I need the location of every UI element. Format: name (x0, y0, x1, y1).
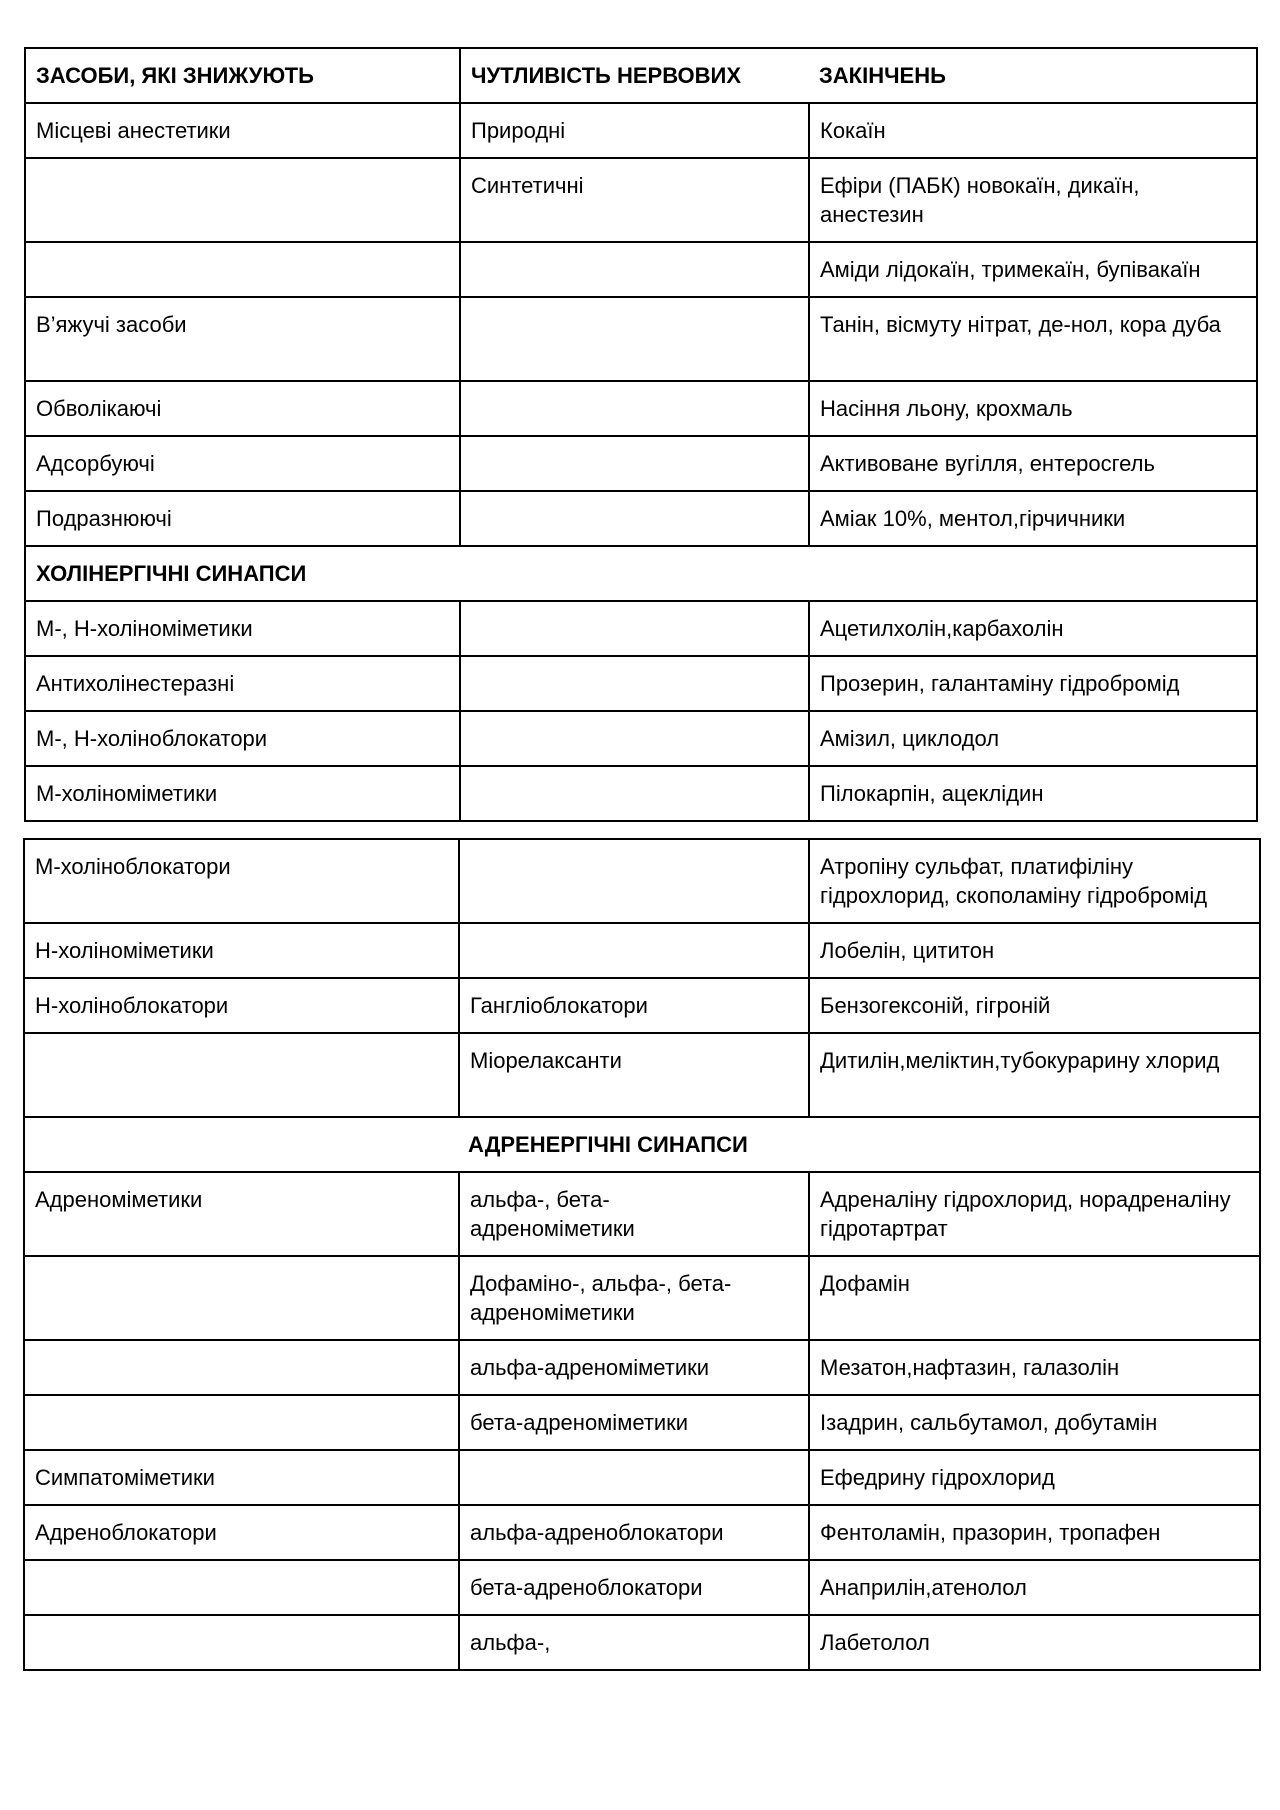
table-row (25, 297, 1257, 381)
drug-examples-cell: Мезатон,нафтазин, галазолін (809, 1340, 1260, 1395)
drug-group-cell: Симпатоміметики (24, 1450, 459, 1505)
drug-subgroup-cell (459, 1450, 809, 1505)
drug-group-cell (25, 158, 460, 242)
drug-examples-cell: Анаприлін,атенолол (809, 1560, 1260, 1615)
drug-group-cell: Антихолінестеразні (25, 656, 460, 711)
section-row (24, 1117, 1260, 1172)
drug-subgroup-cell: бета-адреноміметики (459, 1395, 809, 1450)
drug-group-cell: В’яжучі засоби (25, 297, 460, 381)
drug-group-cell (24, 1033, 459, 1117)
table-row (25, 491, 1257, 546)
section-row (25, 546, 1257, 601)
drug-examples-cell: Ефіри (ПАБК) новокаїн, дикаїн, анестезин (809, 158, 1257, 242)
drug-subgroup-cell (460, 381, 809, 436)
drug-group-cell (24, 1340, 459, 1395)
drug-subgroup-cell: альфа-, (459, 1615, 809, 1670)
drug-examples-cell: Насіння льону, крохмаль (809, 381, 1257, 436)
section-heading-adrenergic: АДРЕНЕРГІЧНІ СИНАПСИ (24, 1117, 1260, 1172)
drug-examples-cell: Атропіну сульфат, платифіліну гідрохлорид, скополаміну гідробромід (809, 839, 1260, 923)
drug-group-cell: Адреноміметики (24, 1172, 459, 1256)
drug-group-cell (24, 1560, 459, 1615)
drug-subgroup-cell: Гангліоблокатори (459, 978, 809, 1033)
drug-subgroup-cell (460, 601, 809, 656)
drug-group-cell: Адсорбуючі (25, 436, 460, 491)
drug-subgroup-cell (460, 242, 809, 297)
drug-group-cell: Подразнюючі (25, 491, 460, 546)
table-row (24, 1505, 1260, 1560)
table-row (25, 158, 1257, 242)
drug-subgroup-cell: Міорелаксанти (459, 1033, 809, 1117)
drug-table-1 (24, 47, 1258, 822)
table-row (25, 711, 1257, 766)
table-row (25, 601, 1257, 656)
drug-examples-cell: Пілокарпін, ацеклідин (809, 766, 1257, 821)
table-header-row (25, 48, 1257, 103)
drug-group-cell: Адреноблокатори (24, 1505, 459, 1560)
table-row (24, 1395, 1260, 1450)
header-col2: ЧУТЛИВІСТЬ НЕРВОВИХ (460, 48, 809, 103)
drug-group-cell: Обволікаючі (25, 381, 460, 436)
table-row (24, 839, 1260, 923)
table-row (25, 381, 1257, 436)
drug-examples-cell: Прозерин, галантаміну гідробромід (809, 656, 1257, 711)
drug-subgroup-cell (460, 491, 809, 546)
drug-subgroup-cell (460, 711, 809, 766)
drug-group-cell: М-холіноблокатори (24, 839, 459, 923)
drug-group-cell (24, 1256, 459, 1340)
drug-subgroup-cell (460, 656, 809, 711)
drug-examples-cell: Аміак 10%, ментол,гірчичники (809, 491, 1257, 546)
drug-examples-cell: Танін, вісмуту нітрат, де-нол, кора дуба (809, 297, 1257, 381)
drug-subgroup-cell: альфа-адреноблокатори (459, 1505, 809, 1560)
table-row (24, 978, 1260, 1033)
table-row (24, 1340, 1260, 1395)
table-row (24, 1033, 1260, 1117)
drug-examples-cell: Бензогексоній, гігроній (809, 978, 1260, 1033)
drug-examples-cell: Фентоламін, празорин, тропафен (809, 1505, 1260, 1560)
drug-group-cell (24, 1615, 459, 1670)
drug-examples-cell: Ізадрин, сальбутамол, добутамін (809, 1395, 1260, 1450)
drug-subgroup-cell (459, 839, 809, 923)
table-row (24, 1615, 1260, 1670)
drug-group-cell: М-, Н-холіноблокатори (25, 711, 460, 766)
drug-examples-cell: Дофамін (809, 1256, 1260, 1340)
drug-subgroup-cell: бета-адреноблокатори (459, 1560, 809, 1615)
drug-subgroup-cell: Синтетичні (460, 158, 809, 242)
table-row (25, 242, 1257, 297)
drug-examples-cell: Кокаїн (809, 103, 1257, 158)
drug-examples-cell: Ацетилхолін,карбахолін (809, 601, 1257, 656)
drug-subgroup-cell: Природні (460, 103, 809, 158)
drug-subgroup-cell (460, 436, 809, 491)
drug-examples-cell: Лобелін, цититон (809, 923, 1260, 978)
table-row (24, 1256, 1260, 1340)
table-row (24, 1450, 1260, 1505)
drug-group-cell: Н-холіноблокатори (24, 978, 459, 1033)
drug-examples-cell: Аміди лідокаїн, тримекаїн, бупівакаїн (809, 242, 1257, 297)
drug-examples-cell: Лабетолол (809, 1615, 1260, 1670)
drug-subgroup-cell (460, 766, 809, 821)
drug-table-2 (23, 838, 1261, 1671)
drug-examples-cell: Активоване вугілля, ентеросгель (809, 436, 1257, 491)
drug-group-cell (24, 1395, 459, 1450)
drug-examples-cell: Ефедрину гідрохлорид (809, 1450, 1260, 1505)
table-row (25, 103, 1257, 158)
drug-subgroup-cell: Дофаміно-, альфа-, бета-адреноміметики (459, 1256, 809, 1340)
drug-subgroup-cell: альфа-, бета-адреноміметики (459, 1172, 809, 1256)
drug-group-cell: М-холіноміметики (25, 766, 460, 821)
table-row (25, 766, 1257, 821)
table-row (24, 923, 1260, 978)
drug-subgroup-cell (459, 923, 809, 978)
drug-group-cell: М-, Н-холіноміметики (25, 601, 460, 656)
drug-group-cell: Місцеві анестетики (25, 103, 460, 158)
drug-examples-cell: Амізил, циклодол (809, 711, 1257, 766)
table-row (25, 436, 1257, 491)
drug-group-cell (25, 242, 460, 297)
table-row (24, 1560, 1260, 1615)
header-col3: ЗАКІНЧЕНЬ (809, 48, 1257, 103)
section-heading-cholinergic: ХОЛІНЕРГІЧНІ СИНАПСИ (25, 546, 1257, 601)
table-row (24, 1172, 1260, 1256)
drug-group-cell: Н-холіноміметики (24, 923, 459, 978)
drug-subgroup-cell: альфа-адреноміметики (459, 1340, 809, 1395)
drug-examples-cell: Адреналіну гідрохлорид, норадреналіну гідротартрат (809, 1172, 1260, 1256)
table-row (25, 656, 1257, 711)
header-col1: ЗАСОБИ, ЯКІ ЗНИЖУЮТЬ (25, 48, 460, 103)
drug-subgroup-cell (460, 297, 809, 381)
drug-examples-cell: Дитилін,меліктин,тубокурарину хлорид (809, 1033, 1260, 1117)
